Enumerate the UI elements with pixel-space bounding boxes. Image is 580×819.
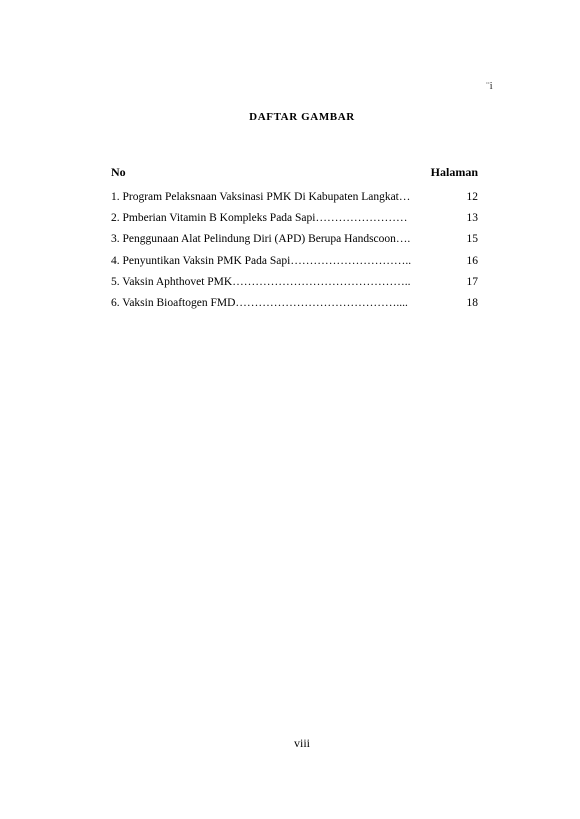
entry-title: 3. Penggunaan Alat Pelindung Diri (APD) Berupa Handscoon…. [111,233,411,246]
list-item [111,255,478,276]
entry-title: 2. Pmberian Vitamin B Kompleks Pada Sapi…………………… [111,212,408,225]
entry-page-number: 18 [466,296,478,309]
column-header-page: Halaman [430,165,478,179]
list-item [111,212,478,233]
entry-page-number: 13 [466,212,478,225]
entry-title: 1. Program Pelaksnaan Vaksinasi PMK Di Kabupaten Langkat… [111,191,411,203]
list-item [111,297,478,318]
entry-title: 5. Vaksin Aphthovet PMK……………………………………….. [111,275,411,288]
entry-title: 4. Penyuntikan Vaksin PMK Pada Sapi………………………….. [111,254,412,267]
footer-page-number: viii [293,736,310,750]
entry-page-number: 15 [466,233,478,246]
column-header-no: No [111,165,126,179]
corner-mark: ¨i [486,80,493,92]
figure-list [111,191,478,318]
entry-page-number: 16 [466,254,478,267]
list-item [111,276,478,297]
entry-page-number: 17 [466,275,478,288]
entry-page-number: 12 [466,191,478,203]
entry-title: 6. Vaksin Bioaftogen FMD…………………………………….... [111,296,408,309]
page-title: DAFTAR GAMBAR [249,111,355,123]
list-item [111,191,478,212]
list-item [111,233,478,254]
